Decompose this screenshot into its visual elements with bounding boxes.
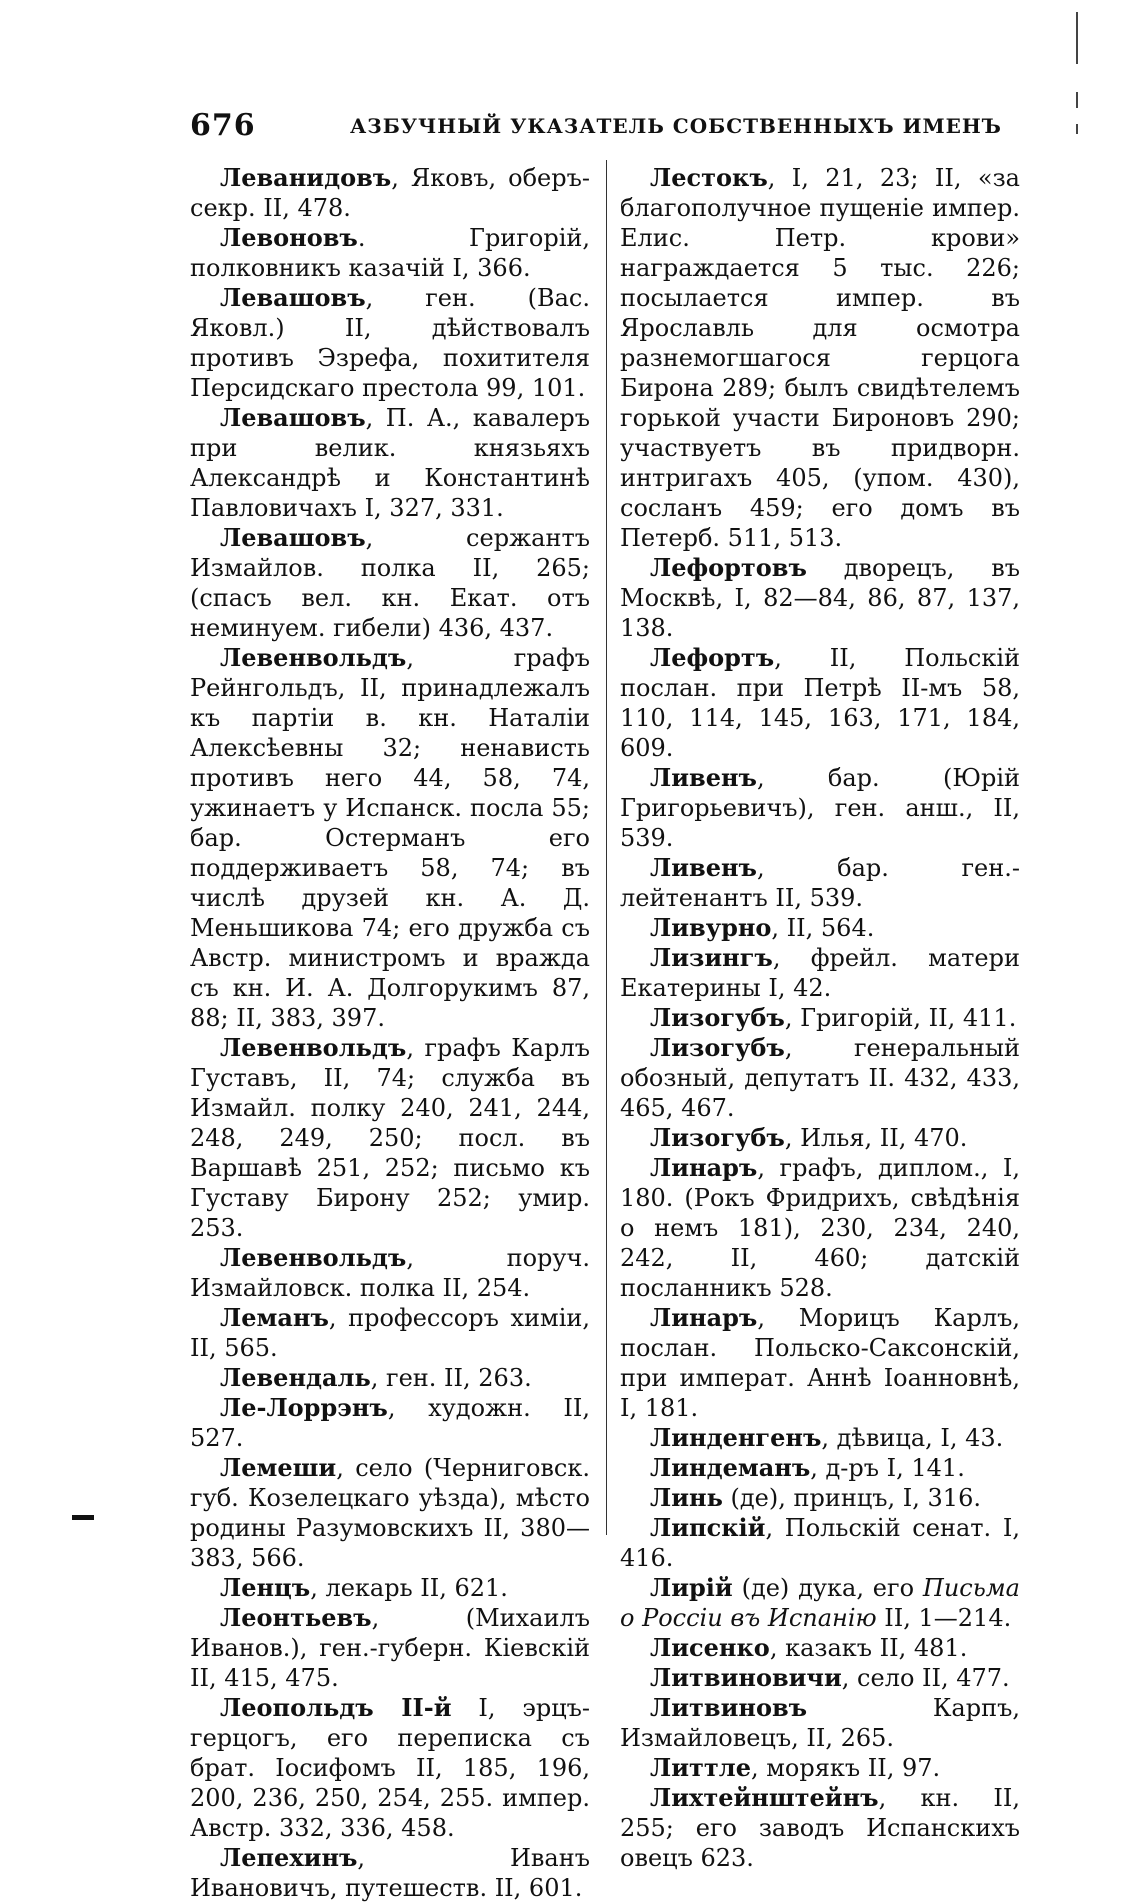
entry-name: Лестокъ xyxy=(650,163,768,192)
index-entry xyxy=(620,1423,1020,1453)
entry-name: Лизогубъ xyxy=(650,1033,785,1062)
scan-edge-mark xyxy=(1076,12,1078,64)
scan-corner-mark xyxy=(72,1515,94,1520)
entry-name: Линаръ xyxy=(650,1303,758,1332)
entry-name: Литтле xyxy=(650,1753,751,1782)
entry-name: Линдеманъ xyxy=(650,1453,811,1482)
index-entry xyxy=(620,853,1020,913)
index-entry xyxy=(190,1453,590,1573)
entry-name: Левоновъ xyxy=(220,223,358,252)
entry-name: Линь xyxy=(650,1483,723,1512)
entry-text: , ген. (Вас. Яковл.) II, дѣйствовалъ противъ Эзрефа, похитителя Персидскаго престола 99, 101. xyxy=(190,284,590,402)
index-entry xyxy=(190,1603,590,1693)
entry-name: Лизогубъ xyxy=(650,1123,785,1152)
scan-edge-mark xyxy=(1076,92,1078,108)
entry-text: , д-ръ I, 141. xyxy=(810,1454,965,1482)
index-entry xyxy=(620,1003,1020,1033)
entry-text: , профессоръ химіи, II, 565. xyxy=(190,1304,590,1362)
entry-text: , Морицъ Карлъ, послан. Польско-Саксонскій, при императ. Аннѣ Іоанновнѣ, I, 181. xyxy=(620,1304,1020,1422)
entry-text: , Илья, II, 470. xyxy=(784,1124,968,1152)
entry-text: , село (Черниговск. губ. Козелецкаго уѣзда), мѣсто родины Разумовскихъ II, 380—383, 566. xyxy=(190,1454,590,1572)
index-entry xyxy=(190,403,590,523)
entry-name: Лепехинъ xyxy=(220,1843,358,1872)
index-entry xyxy=(190,1573,590,1603)
index-entry xyxy=(190,223,590,283)
entry-name: Лефортовъ xyxy=(650,553,807,582)
entry-name: Леванидовъ xyxy=(220,163,392,192)
entry-name: Ливенъ xyxy=(650,763,757,792)
index-entry xyxy=(190,283,590,403)
entry-italic-title: Письма о Россіи въ Испанію xyxy=(620,1574,1020,1632)
index-entry xyxy=(190,1033,590,1243)
entry-name: Линаръ xyxy=(650,1153,758,1182)
entry-text: I, эрцъ-герцогъ, его переписка съ брат. Іосифомъ II, 185, 196, 200, 236, 250, 254, 255. импер. Австр. 332, 336, 458. xyxy=(190,1694,590,1842)
entry-name: Леманъ xyxy=(220,1303,329,1332)
index-entry xyxy=(620,1453,1020,1483)
entry-text: , село II, 477. xyxy=(841,1664,1010,1692)
index-entry xyxy=(190,1243,590,1303)
index-entry xyxy=(620,1753,1020,1783)
entry-name: Лисенко xyxy=(650,1633,770,1662)
entry-name: Левендаль xyxy=(220,1363,371,1392)
entry-name: Левенвольдъ xyxy=(220,1033,407,1062)
entry-name: Ленцъ xyxy=(220,1573,311,1602)
entry-name: Литвиновичи xyxy=(650,1663,842,1692)
entry-text: , графъ Рейнгольдъ, II, принадлежалъ къ партіи в. кн. Наталіи Алексѣевны 32; ненависть противъ него 44, 58, 74, ужинаетъ у Испанск. посла 55; бар. Остерманъ его поддерживаетъ 58, 74; въ числѣ друзей кн. А. Д. Меньшикова 74; его дружба съ Австр. министромъ и вражда съ кн. И. А. Долгорукимъ 87, 88; II, 383, 397. xyxy=(190,644,590,1032)
entry-name: Линденгенъ xyxy=(650,1423,822,1452)
index-entry xyxy=(190,1363,590,1393)
left-column xyxy=(190,163,590,1903)
index-entry xyxy=(190,643,590,1033)
entry-name: Левашовъ xyxy=(220,523,366,552)
index-entry xyxy=(620,643,1020,763)
entry-text: , бар. ген.-лейтенантъ II, 539. xyxy=(620,854,1020,912)
entry-text: , I, 21, 23; II, «за благополучное пущеніе импер. Елис. Петр. крови» награждается 5 тыс. 226; посылается импер. въ Ярославль для осмотра разнемогшагося герцога Бирона 289; былъ свидѣтелемъ горькой участи Бироновъ 290; участвуетъ въ придворн. интригахъ 405, (упом. 430), сосланъ 459; его домъ въ Петерб. 511, 513. xyxy=(620,164,1020,552)
entry-text: , кн. II, 255; его заводъ Испанскихъ овецъ 623. xyxy=(620,1784,1020,1872)
index-entry xyxy=(620,1483,1020,1513)
entry-text: . Григорій, полковникъ казачій I, 366. xyxy=(190,224,590,282)
index-entry xyxy=(620,1693,1020,1753)
entry-name: Литвиновъ xyxy=(650,1693,808,1722)
entry-text: , графъ Карлъ Густавъ, II, 74; служба въ Измайл. полку 240, 241, 244, 248, 249, 250; посл. въ Варшавѣ 251, 252; письмо къ Густаву Бирону 252; умир. 253. xyxy=(190,1034,590,1242)
entry-name: Лихтейнштейнъ xyxy=(650,1783,879,1812)
entry-text: , Иванъ Ивановичъ, путешеств. II, 601. xyxy=(190,1844,590,1902)
entry-text: , сержантъ Измайлов. полка II, 265; (спасъ вел. кн. Екат. отъ неминуем. гибели) 436, 437. xyxy=(190,524,590,642)
column-divider xyxy=(606,160,607,1535)
index-entry xyxy=(620,1633,1020,1663)
entry-text: Карпъ, Измайловецъ, II, 265. xyxy=(620,1694,1020,1752)
entry-text: (де), принцъ, I, 316. xyxy=(722,1484,981,1512)
entry-text: , лекарь II, 621. xyxy=(310,1574,508,1602)
entry-name: Ле-Лоррэнъ xyxy=(220,1393,388,1422)
entry-name: Лефортъ xyxy=(650,643,775,672)
entry-text: , морякъ II, 97. xyxy=(750,1754,941,1782)
running-title: АЗБУЧНЫЙ УКАЗАТЕЛЬ СОБСТВЕННЫХЪ ИМЕНЪ xyxy=(350,114,1002,138)
entry-name: Левашовъ xyxy=(220,283,366,312)
entry-name: Лирій xyxy=(650,1573,733,1602)
entry-text: , П. А., кавалеръ при велик. князьяхъ Александрѣ и Константинѣ Павловичахъ I, 327, 331. xyxy=(190,404,590,522)
entry-name: Левашовъ xyxy=(220,403,366,432)
entry-name: Левенвольдъ xyxy=(220,1243,407,1272)
index-entry xyxy=(190,523,590,643)
entry-name: Лемеши xyxy=(220,1453,337,1482)
entry-text: , генеральный обозный, депутатъ II. 432, 433, 465, 467. xyxy=(620,1034,1020,1122)
index-entry xyxy=(620,943,1020,1003)
index-entry xyxy=(190,1303,590,1363)
entry-text: , бар. (Юрій Григорьевичъ), ген. анш., II, 539. xyxy=(620,764,1020,852)
index-entry xyxy=(190,1843,590,1903)
entry-name: Леонтьевъ xyxy=(220,1603,372,1632)
entry-text: , II, Польскій послан. при Петрѣ II-мъ 58, 110, 114, 145, 163, 171, 184, 609. xyxy=(620,644,1020,762)
index-entry xyxy=(620,1153,1020,1303)
entry-text-tail: II, 1—214. xyxy=(876,1604,1012,1632)
entry-name: Левенвольдъ xyxy=(220,643,407,672)
index-entry xyxy=(190,1393,590,1453)
index-entry xyxy=(620,1783,1020,1873)
entry-text: , поруч. Измайловск. полка II, 254. xyxy=(190,1244,590,1302)
entry-name: Лизингъ xyxy=(650,943,773,972)
entry-text: , графъ, диплом., I, 180. (Рокъ Фридрихъ, свѣдѣнія о немъ 181), 230, 234, 240, 242, II, 460; датскій посланникъ 528. xyxy=(620,1154,1020,1302)
entry-text: , Яковъ, оберъ-секр. II, 478. xyxy=(190,164,590,222)
index-entry xyxy=(620,763,1020,853)
index-entry xyxy=(620,1663,1020,1693)
entry-name: Лизогубъ xyxy=(650,1003,785,1032)
entry-text: , казакъ II, 481. xyxy=(769,1634,968,1662)
index-entry xyxy=(620,1033,1020,1123)
entry-text: (де) дука, его xyxy=(732,1574,923,1602)
entry-text: , фрейл. матери Екатерины I, 42. xyxy=(620,944,1020,1002)
scan-edge-mark xyxy=(1076,124,1078,134)
entry-name: Ливурно xyxy=(650,913,772,942)
index-entry xyxy=(190,1693,590,1843)
page-number: 676 xyxy=(190,108,256,143)
entry-name: Леопольдъ II-й xyxy=(220,1693,452,1722)
entry-text: , Польскій сенат. I, 416. xyxy=(620,1514,1020,1572)
index-entry xyxy=(620,1303,1020,1423)
index-entry xyxy=(620,913,1020,943)
index-entry xyxy=(620,553,1020,643)
entry-name: Липскій xyxy=(650,1513,766,1542)
index-entry xyxy=(620,163,1020,553)
entry-text: , (Михаилъ Иванов.), ген.-губерн. Кіевскій II, 415, 475. xyxy=(190,1604,590,1692)
entry-text: , дѣвица, I, 43. xyxy=(821,1424,1004,1452)
entry-text: , II, 564. xyxy=(771,914,875,942)
entry-text: , художн. II, 527. xyxy=(190,1394,590,1452)
entry-text: , Григорій, II, 411. xyxy=(784,1004,1017,1032)
right-column xyxy=(620,163,1020,1873)
entry-name: Ливенъ xyxy=(650,853,757,882)
entry-text: , ген. II, 263. xyxy=(370,1364,532,1392)
index-entry xyxy=(620,1573,1020,1633)
entry-text: дворецъ, въ Москвѣ, I, 82—84, 86, 87, 137, 138. xyxy=(620,554,1020,642)
index-entry xyxy=(620,1123,1020,1153)
index-entry xyxy=(620,1513,1020,1573)
index-entry xyxy=(190,163,590,223)
